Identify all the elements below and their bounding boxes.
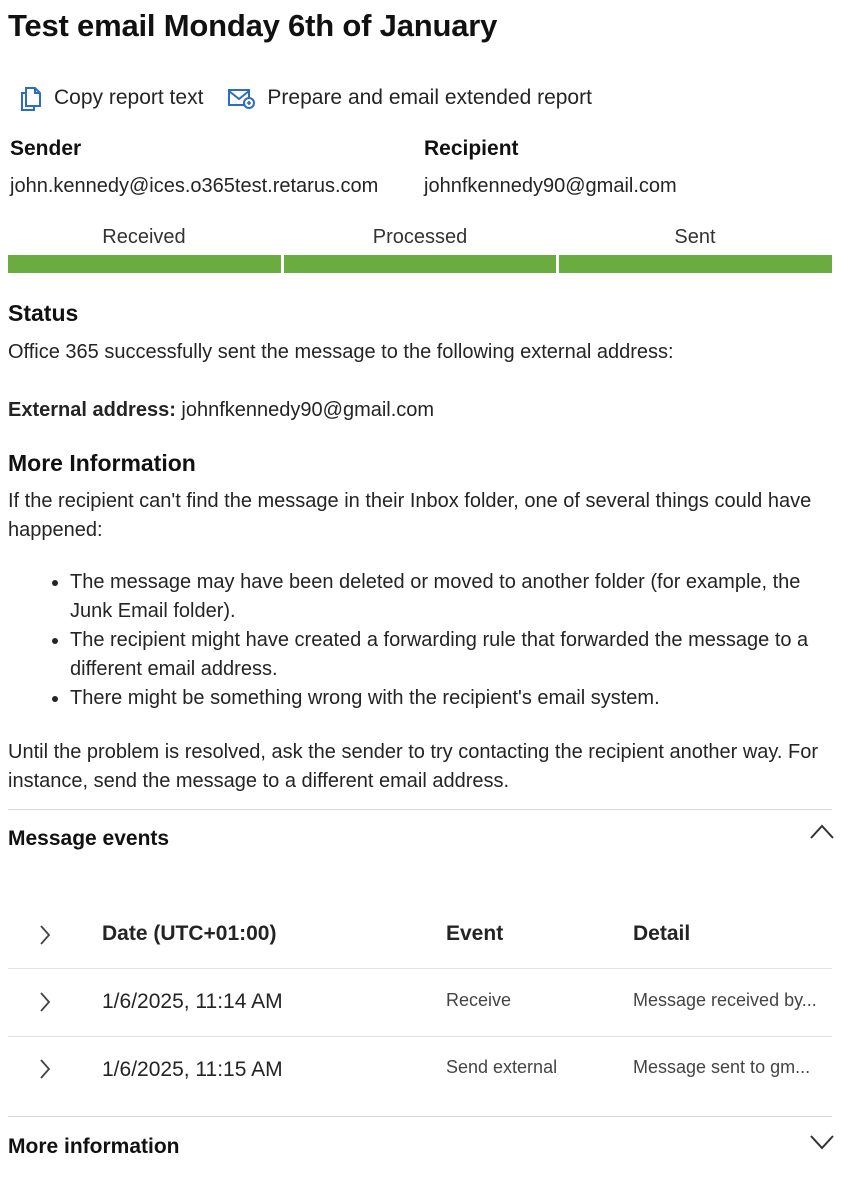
column-header-date[interactable]: Date (UTC+01:00) bbox=[102, 922, 277, 945]
message-events-heading[interactable]: Message events bbox=[8, 827, 170, 850]
stage-label-processed: Processed bbox=[372, 226, 468, 248]
stage-bar-sent bbox=[559, 255, 832, 273]
copy-report-label: Copy report text bbox=[54, 86, 204, 109]
prepare-report-label: Prepare and email extended report bbox=[267, 86, 592, 109]
external-address-value: johnfkennedy90@gmail.com bbox=[181, 399, 435, 421]
more-information-heading[interactable]: More information bbox=[8, 1135, 180, 1158]
chevron-right-icon[interactable] bbox=[38, 1058, 52, 1080]
email-report-icon bbox=[227, 86, 257, 110]
more-info-outro: Until the problem is resolved, ask the sender to try contacting the recipient another way. For instance, send the message to a different email address. bbox=[8, 741, 819, 792]
row-divider bbox=[8, 1036, 832, 1037]
row-event: Receive bbox=[446, 990, 512, 1010]
prepare-report-button[interactable] bbox=[227, 86, 592, 110]
more-info-heading: More Information bbox=[8, 450, 196, 476]
row-date: 1/6/2025, 11:15 AM bbox=[102, 1058, 283, 1081]
divider bbox=[8, 809, 832, 810]
action-bar bbox=[18, 84, 616, 112]
recipient-value: johnfkennedy90@gmail.com bbox=[424, 175, 677, 197]
stage-label-sent: Sent bbox=[674, 226, 716, 248]
divider bbox=[8, 1116, 832, 1117]
chevron-up-icon[interactable] bbox=[809, 823, 835, 841]
recipient-label: Recipient bbox=[424, 137, 519, 160]
page-title: Test email Monday 6th of January bbox=[8, 8, 498, 43]
stage-bar-processed bbox=[284, 255, 556, 273]
stage-bar-received bbox=[8, 255, 281, 273]
more-info-list bbox=[38, 568, 840, 713]
column-header-detail[interactable]: Detail bbox=[633, 922, 691, 945]
chevron-right-icon[interactable] bbox=[38, 924, 52, 946]
external-address-label: External address: bbox=[8, 399, 176, 421]
row-detail: Message received by... bbox=[633, 990, 817, 1010]
copy-icon bbox=[18, 84, 44, 112]
list-item: • There might be something wrong with the recipient's email system. bbox=[70, 684, 840, 713]
row-date: 1/6/2025, 11:14 AM bbox=[102, 990, 283, 1013]
list-item: • The recipient might have created a forwarding rule that forwarded the message to a different email address. bbox=[70, 626, 840, 684]
copy-report-button[interactable] bbox=[18, 84, 203, 112]
row-detail: Message sent to gm... bbox=[633, 1057, 811, 1077]
row-divider bbox=[8, 968, 832, 969]
sender-value: john.kennedy@ices.o365test.retarus.com bbox=[10, 175, 379, 197]
status-text: Office 365 successfully sent the message to the following external address: bbox=[8, 341, 674, 363]
chevron-right-icon[interactable] bbox=[38, 991, 52, 1013]
more-info-intro: If the recipient can't find the message in their Inbox folder, one of several things could have happened: bbox=[8, 490, 812, 541]
row-event: Send external bbox=[446, 1057, 558, 1077]
column-header-event[interactable]: Event bbox=[446, 922, 504, 945]
list-item: • The message may have been deleted or moved to another folder (for example, the Junk Email folder). bbox=[70, 568, 840, 626]
external-address-line bbox=[8, 396, 838, 425]
status-heading: Status bbox=[8, 300, 79, 326]
stage-label-received: Received bbox=[102, 226, 186, 248]
sender-label: Sender bbox=[10, 137, 82, 160]
chevron-down-icon[interactable] bbox=[809, 1133, 835, 1151]
